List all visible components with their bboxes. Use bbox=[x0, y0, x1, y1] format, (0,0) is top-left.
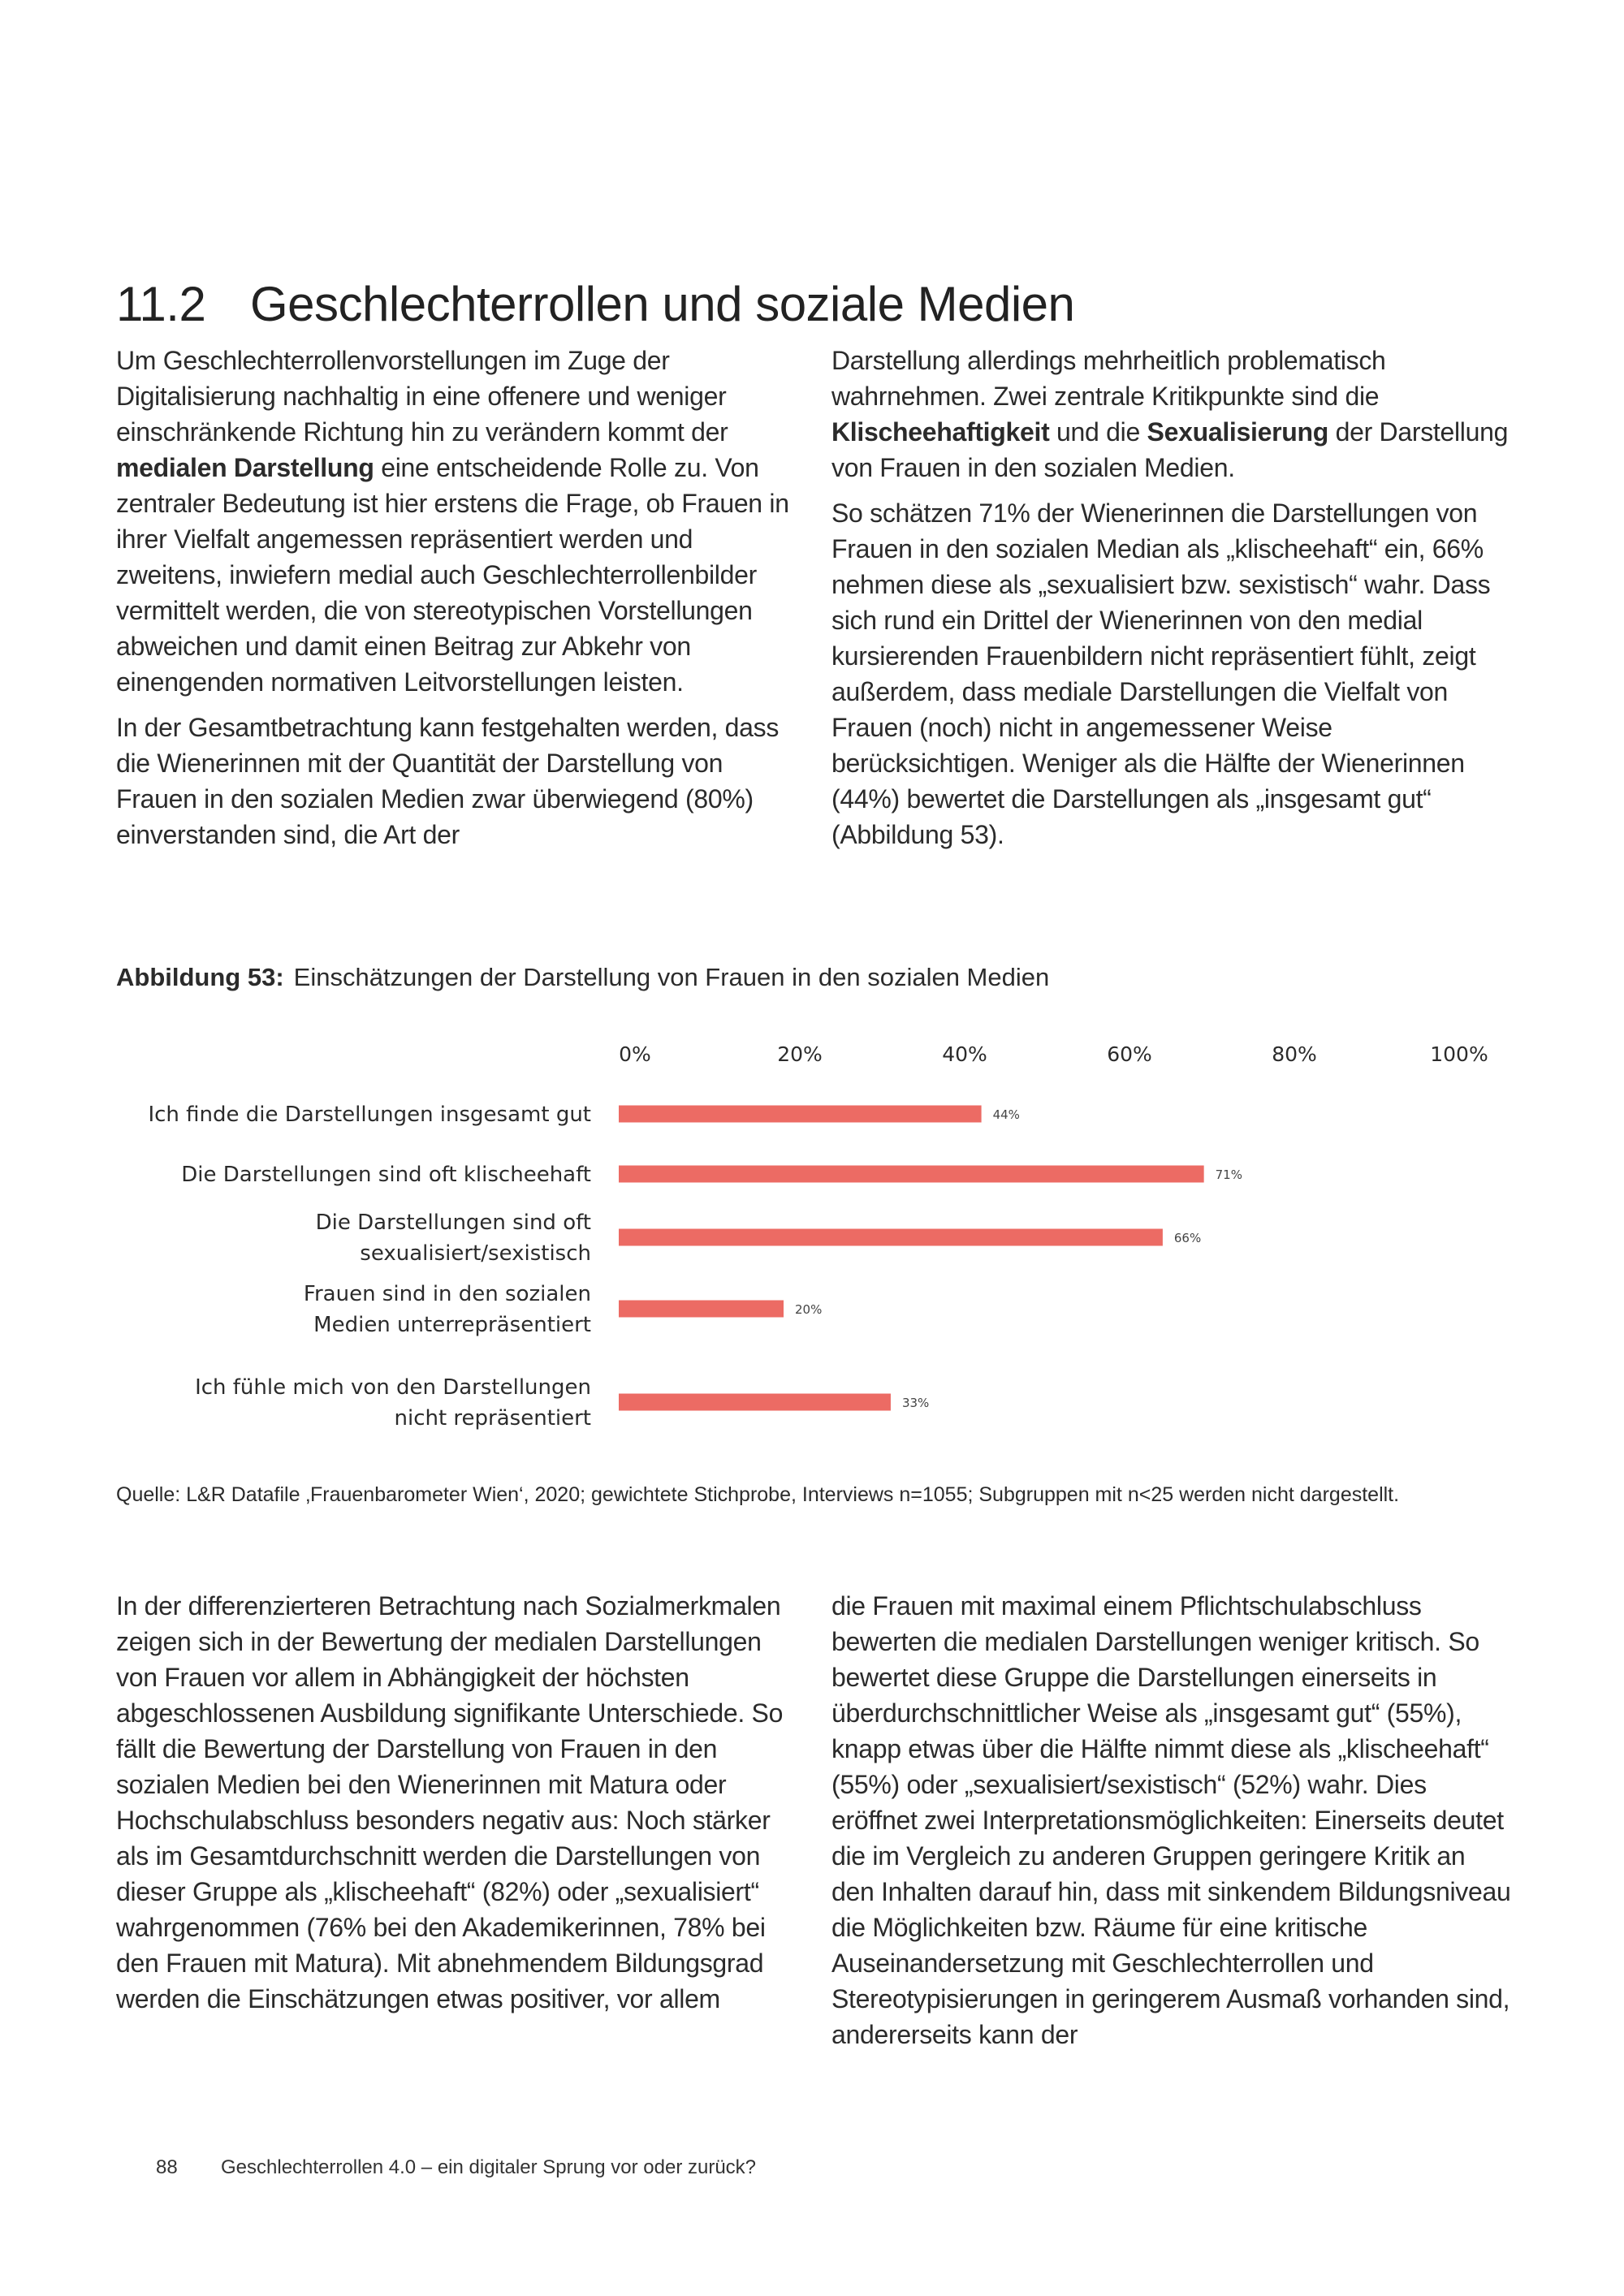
text-run: So schätzen 71% der Wienerinnen die Darstellungen von Frauen in den sozialen Median als „klischeehaft“ ein, 66% nehmen diese als „sexualisiert bzw. sexistisch“ wahr. Dass sich rund ein Drittel der Wienerinnen von den medial kursierenden Frauenbildern nicht repräsentiert fühlt, zeigt außerdem, dass mediale Darstellungen die Vielfalt von Frauen (noch) nicht in angemessener Weise berücksichtigen. Weniger als die Hälfte der Wienerinnen (44%) bewertet die Darstellungen als „insgesamt gut“ (Abbildung 53). bbox=[831, 498, 1491, 849]
x-tick-label: 40% bbox=[942, 1042, 987, 1066]
bar bbox=[619, 1229, 1163, 1246]
bar bbox=[619, 1394, 891, 1411]
text-run: und die bbox=[1049, 417, 1147, 447]
section-title: Geschlechterrollen und soziale Medien bbox=[250, 277, 1075, 332]
category-label: sexualisiert/sexistisch bbox=[360, 1241, 591, 1266]
category-label: Medien unterrepräsentiert bbox=[313, 1313, 591, 1337]
bar bbox=[619, 1106, 982, 1123]
section-number: 11.2 bbox=[116, 277, 206, 332]
text-run: In der differenzierteren Betrachtung nach Sozialmerkmalen zeigen sich in der Bewertung der medialen Darstellungen von Frauen vor allem in Abhängigkeit der höchsten abgeschlossenen Ausbildung signifikante Unterschiede. So fällt die Bewertung der Darstellung von Frauen in den sozialen Medien bei den Wienerinnen mit Matura oder Hochschulabschluss besonders negativ aus: Noch stärker als im Gesamtdurchschnitt werden die Darstellungen von dieser Gruppe als „klischeehaft“ (82%) oder „sexualisiert“ wahrgenommen (76% bei den Akademikerinnen, 78% bei den Frauen mit Matura). Mit abnehmendem Bildungsgrad werden die Einschätzungen etwas positiver, vor allem bbox=[116, 1591, 784, 2013]
category-label: nicht repräsentiert bbox=[394, 1406, 591, 1431]
page-number: 88 bbox=[156, 2156, 178, 2178]
category-label: Ich fühle mich von den Darstellungen bbox=[195, 1375, 591, 1400]
emphasis-text: medialen Darstellung bbox=[116, 453, 374, 482]
paragraph bbox=[116, 710, 798, 852]
figure-title bbox=[116, 963, 1049, 992]
x-tick-label: 80% bbox=[1272, 1042, 1317, 1066]
running-title: Geschlechterrollen 4.0 – ein digitaler Sprung vor oder zurück? bbox=[221, 2156, 757, 2178]
category-label: Die Darstellungen sind oft bbox=[315, 1211, 591, 1235]
paragraph bbox=[116, 343, 798, 700]
x-tick-label: 60% bbox=[1107, 1042, 1152, 1066]
text-run: eine entscheidende Rolle zu. Von zentraler Bedeutung ist hier erstens die Frage, ob Frauen in ihrer Vielfalt angemessen repräsentiert werden und zweitens, inwiefern medial auch Geschlechterrollenbilder vermittelt werden, die von stereotypischen Vorstellungen abweichen und damit einen Beitrag zur Abkehr von einengenden normativen Leitvorstellungen leisten. bbox=[116, 453, 789, 697]
x-tick-label: 20% bbox=[777, 1042, 823, 1066]
category-label: Die Darstellungen sind oft klischeehaft bbox=[181, 1163, 591, 1187]
paragraph bbox=[116, 1588, 798, 2017]
emphasis-text: Sexualisierung bbox=[1147, 417, 1328, 447]
bar bbox=[619, 1301, 784, 1318]
figure-label: Abbildung 53: bbox=[116, 963, 284, 991]
x-tick-label: 100% bbox=[1430, 1042, 1488, 1066]
intro-left-column bbox=[116, 343, 798, 862]
bar-value-label: 71% bbox=[1215, 1167, 1242, 1182]
category-label: Ich finde die Darstellungen insgesamt gut bbox=[148, 1103, 591, 1127]
page-footer bbox=[156, 2156, 756, 2179]
body-left-column bbox=[116, 1588, 798, 2026]
figure-source: Quelle: L&R Datafile ‚Frauenbarometer Wien‘, 2020; gewichtete Stichprobe, Interviews n=1055; Subgruppen mit n<25 werden nicht dargestellt. bbox=[116, 1483, 1400, 1506]
category-label: Frauen sind in den sozialen bbox=[303, 1282, 591, 1306]
text-run: die Frauen mit maximal einem Pflichtschulabschluss bewerten die medialen Darstellungen weniger kritisch. So bewertet diese Gruppe die Darstellungen einerseits in überdurchschnittlicher Weise als „insgesamt gut“ (55%), knapp etwas über die Hälfte nimmt diese als „klischeehaft“ (55%) oder „sexualisiert/sexistisch“ (52%) wahr. Dies eröffnet zwei Interpretationsmöglichkeiten: Einerseits deutet die im Vergleich zu anderen Gruppen geringere Kritik an den Inhalten darauf hin, dass mit sinkendem Bildungsniveau die Möglichkeiten bzw. Räume für eine kritische Auseinandersetzung mit Geschlechterrollen und Stereotypisierungen in geringerem Ausmaß vorhanden sind, andererseits kann der bbox=[831, 1591, 1511, 2049]
bar-value-label: 20% bbox=[795, 1302, 823, 1317]
bar-value-label: 66% bbox=[1173, 1231, 1202, 1245]
figure-caption: Einschätzungen der Darstellung von Frauen in den sozialen Medien bbox=[293, 963, 1050, 991]
text-run: In der Gesamtbetrachtung kann festgehalten werden, dass die Wienerinnen mit der Quantität der Darstellung von Frauen in den sozialen Medien zwar überwiegend (80%) einverstanden sind, die Art der bbox=[116, 713, 780, 849]
bar bbox=[619, 1166, 1204, 1183]
intro-right-column bbox=[831, 343, 1514, 862]
text-run: Um Geschlechterrollenvorstellungen im Zuge der Digitalisierung nachhaltig in eine offenere und weniger einschränkende Richtung hin zu verändern kommt der bbox=[116, 346, 728, 447]
text-run: Darstellung allerdings mehrheitlich problematisch wahrnehmen. Zwei zentrale Kritikpunkte sind die bbox=[831, 346, 1386, 411]
body-right-column bbox=[831, 1588, 1514, 2062]
paragraph bbox=[831, 495, 1514, 852]
paragraph bbox=[831, 1588, 1514, 2052]
paragraph bbox=[831, 343, 1514, 486]
x-tick-label: 0% bbox=[619, 1042, 651, 1066]
emphasis-text: Klischeehaftigkeit bbox=[831, 417, 1050, 447]
text-run: der Darstellung von Frauen in den sozialen Medien. bbox=[831, 417, 1509, 482]
section-heading bbox=[116, 276, 1074, 332]
bar-value-label: 44% bbox=[992, 1107, 1020, 1122]
bar-value-label: 33% bbox=[901, 1396, 930, 1410]
